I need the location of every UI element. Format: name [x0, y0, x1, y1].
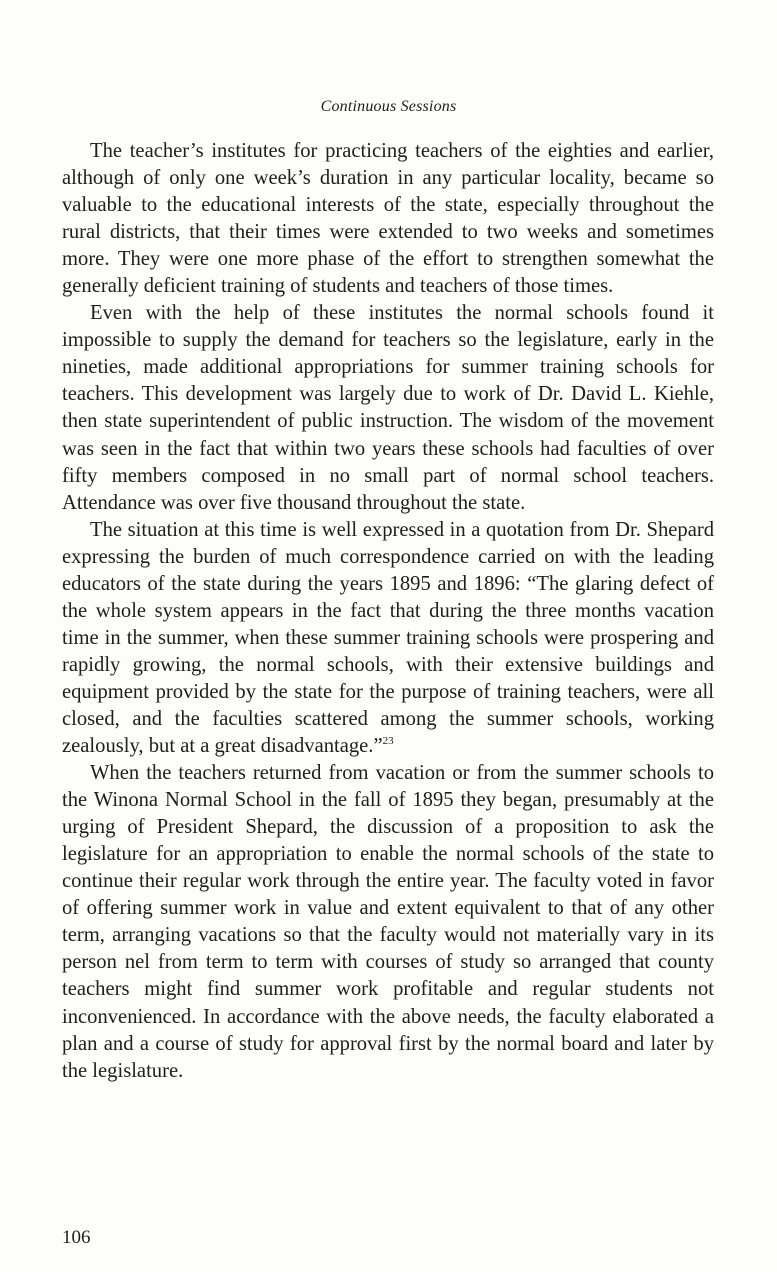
page-number: 106: [62, 1227, 91, 1248]
paragraph: [62, 517, 714, 760]
paragraph: Even with the help of these institutes the normal schools found it impossible to supply the demand for teachers so the legislature, early in the nineties, made additional appropriations for summer training schools for teachers. This development was largely due to work of Dr. David L. Kiehle, then state superintendent of public instruction. The wisdom of the movement was seen in the fact that within two years these schools had faculties of over fifty members composed in no small part of normal school teachers. Attendance was over five thousand throughout the state.: [62, 302, 714, 514]
body-text: [62, 138, 714, 1085]
footnote-marker: 23: [382, 735, 394, 748]
paragraph: When the teachers returned from vacation or from the summer schools to the Winona Normal School in the fall of 1895 they began, presumably at the urging of President Shepard, the discussion of a proposition to ask the legislature for an appropriation to enable the normal schools of the state to continue their regular work through the entire year. The faculty voted in favor of offering summer work in value and extent equivalent to that of any other term, arranging vacations so that the faculty would not materially vary in its person nel from term to term with courses of study so arranged that county teachers might find summer work profitable and regular students not inconvenienced. In accordance with the above needs, the faculty elaborated a plan and a course of study for approval first by the normal board and later by the legislature.: [62, 762, 714, 1082]
paragraph-text: The situation at this time is well expressed in a quotation from Dr. Shepard expressing the burden of much correspondence carried on with the leading educators of the state during the years 1895 and 1896: “The glaring defect of the whole system appears in the fact that during the three months vacation time in the summer, when these summer training schools were prospering and rapidly growing, the normal schools, with their extensive buildings and equipment provided by the state for the purpose of training teachers, were all closed, and the faculties scattered among the summer schools, working zealously, but at a great disadvantage.”: [62, 518, 714, 758]
running-head: Continuous Sessions: [320, 98, 457, 115]
paragraph: The teacher’s institutes for practicing teachers of the eighties and earlier, although of only one week’s duration in any particular locality, became so valuable to the educational interests of the state, especially throughout the rural districts, that their times were extended to two weeks and sometimes more. They were one more phase of the effort to strengthen somewhat the generally deficient training of students and teachers of those times.: [62, 140, 714, 298]
